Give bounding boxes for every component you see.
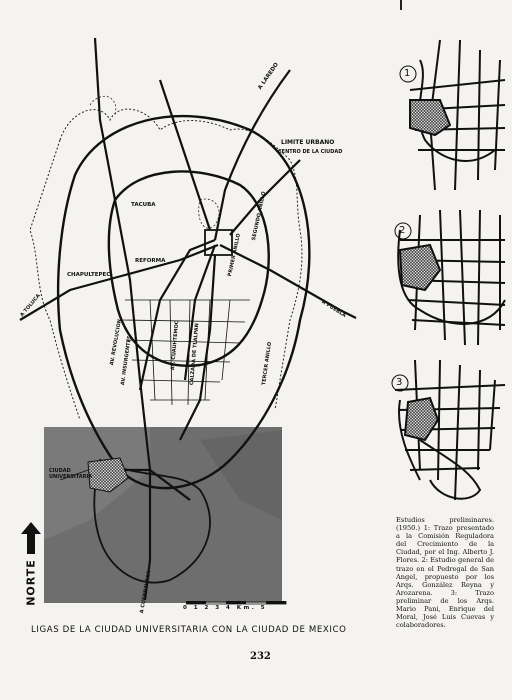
label-toluca: A TOLUCA bbox=[19, 292, 42, 319]
page-number: 232 bbox=[250, 651, 271, 662]
label-tacuba: TACUBA bbox=[131, 202, 156, 208]
inset-number-3: 3 bbox=[396, 377, 403, 388]
inset-number-1: 1 bbox=[404, 68, 411, 79]
label-cuauhtemoc: AV. CUAUHTEMOC bbox=[170, 320, 181, 371]
scale-bar-ticks: 0 1 2 3 4 Km. 5 bbox=[183, 605, 268, 611]
label-limite-urbano: LIMITE URBANO bbox=[281, 139, 335, 146]
label-centro: CENTRO DE LA CIUDAD bbox=[278, 149, 343, 155]
inset-map-2 bbox=[398, 210, 505, 345]
map-caption: LIGAS DE LA CIUDAD UNIVERSITARIA CON LA CIUDAD DE MEXICO bbox=[31, 625, 347, 635]
label-chapultepec: CHAPULTEPEC bbox=[67, 272, 111, 278]
label-puebla: A PUEBLA bbox=[320, 299, 347, 319]
inset-map-3 bbox=[395, 360, 505, 500]
inset-number-2: 2 bbox=[399, 225, 406, 236]
inset-map-1 bbox=[410, 40, 505, 190]
label-revolucion: AV. REVOLUCION bbox=[109, 318, 124, 366]
label-tercer-anillo: TERCER ANILLO bbox=[261, 341, 274, 386]
preliminary-studies-notes: Estudios preliminares. (1950.) 1: Trazo presentado a la Comisión Reguladora del Crecimiento de la Ciudad, por el Ing. Alberto J. Flores. 2: Estudio general de trazo en el Pedregal de San Angel, propuesto por los Arqs. González Reyna y Arozarena. 3: Trazo preliminar de los Arqs. Mario Pani, Enrique del Moral, José Luis Cuevas y colaboradores. bbox=[396, 516, 494, 630]
north-label: NORTE bbox=[24, 559, 38, 606]
label-tlalpan: CALZADA DE TLALPAN bbox=[189, 322, 201, 386]
label-insurgentes: AV. INSURGENTES bbox=[120, 335, 133, 386]
label-cuernavaca: A CUERNAVACA bbox=[139, 570, 153, 614]
label-ciudad-universitaria: CIUDAD UNIVERSITARIA bbox=[49, 468, 93, 480]
label-reforma: REFORMA bbox=[135, 258, 166, 264]
label-segundo-anillo: SEGUNDO ANILLO bbox=[251, 191, 268, 242]
label-primer-anillo: PRIMER ANILLO bbox=[227, 233, 242, 278]
north-indicator bbox=[20, 520, 42, 606]
label-laredo: A LAREDO bbox=[257, 61, 280, 91]
